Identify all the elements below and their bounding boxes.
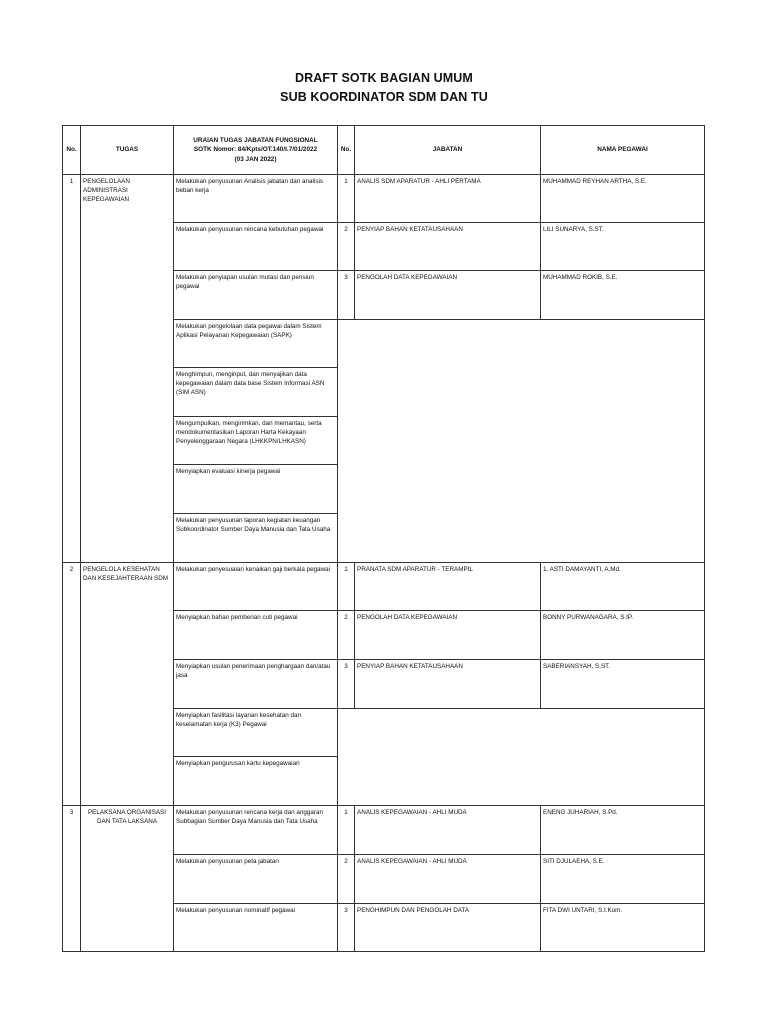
jabatan-no: 3: [338, 271, 355, 320]
uraian-cell: Menyiapkan evaluasi kinerja pegawai: [174, 465, 338, 514]
jabatan-cell: PENYIAP BAHAN KETATAUSAHAAN: [355, 660, 541, 709]
jabatan-cell: ANALIS KEPEGAWAIAN - AHLI MUDA: [355, 855, 541, 904]
header-no2: No.: [338, 126, 355, 175]
uraian-cell: Melakukan penyusunan Analisis jabatan dan analisis beban kerja: [174, 175, 338, 223]
nama-pegawai-cell: MUHAMMAD ROKIB, S.E.: [541, 271, 705, 320]
sotk-table: [62, 125, 705, 952]
table-row: [63, 563, 705, 611]
jabatan-cell: ANALIS SDM APARATUR - AHLI PERTAMA: [355, 175, 541, 223]
header-uraian-line3: (03 JAN 2022): [234, 155, 277, 163]
empty-jabatan-block: [338, 709, 705, 806]
header-uraian: [174, 126, 338, 175]
table-row: [63, 806, 705, 855]
nama-pegawai-cell: 1. ASTI DAMAYANTI, A.Md.: [541, 563, 705, 611]
uraian-cell: Menyiapkan pengurusan kartu kepegawaian: [174, 757, 338, 806]
jabatan-no: 1: [338, 806, 355, 855]
jabatan-cell: ANALIS KEPEGAWAIAN - AHLI MUDA: [355, 806, 541, 855]
document-title: DRAFT SOTK BAGIAN UMUM: [295, 71, 473, 85]
nama-pegawai-cell: SITI DJULAEHA, S.E.: [541, 855, 705, 904]
jabatan-no: 3: [338, 904, 355, 952]
jabatan-no: 2: [338, 611, 355, 660]
group-no: 3: [63, 806, 81, 952]
nama-pegawai-cell: SABERIANSYAH, S.ST.: [541, 660, 705, 709]
uraian-cell: Melakukan penyusunan rencana kerja dan anggaran Subbagian Sumber Daya Manusia dan Tata Usaha: [174, 806, 338, 855]
uraian-cell: Menghimpun, menginput, dan menyajikan data kepegawaian dalam data base Sistem Informasi ASN (SIM ASN): [174, 368, 338, 417]
jabatan-no: 3: [338, 660, 355, 709]
empty-jabatan-block: [338, 320, 705, 563]
nama-pegawai-cell: LILI SUNARYA, S.ST.: [541, 223, 705, 271]
nama-pegawai-cell: FITA DWI UNTARI, S.I.Kom.: [541, 904, 705, 952]
group-tugas: PELAKSANA ORGANISASI DAN TATA LAKSANA: [81, 806, 174, 952]
uraian-cell: Menyiapkan fasilitasi layanan kesehatan dan keselamatan kerja (K3) Pegawai: [174, 709, 338, 757]
jabatan-cell: PENGOLAH DATA KEPEGAWAIAN: [355, 611, 541, 660]
header-uraian-line1: URAIAN TUGAS JABATAN FUNGSIONAL: [193, 137, 318, 145]
uraian-cell: Menyiapkan bahan pemberian cuti pegawai: [174, 611, 338, 660]
jabatan-no: 2: [338, 223, 355, 271]
group-no: 1: [63, 175, 81, 563]
jabatan-no: 1: [338, 175, 355, 223]
group-no: 2: [63, 563, 81, 806]
jabatan-cell: PENGHIMPUN DAN PENGOLAH DATA: [355, 904, 541, 952]
jabatan-cell: PRANATA SDM APARATUR - TERAMPIL: [355, 563, 541, 611]
uraian-cell: Mengumpulkan, mengirimkan, dan memantau, serta mendokumentasikan Laporan Harta Kekayaan Penyelenggaraan Negara (LHKKPN/LHKASN): [174, 417, 338, 465]
jabatan-cell: PENGOLAH DATA KEPEGAWAIAN: [355, 271, 541, 320]
header-tugas: TUGAS: [81, 126, 174, 175]
jabatan-cell: PENYIAP BAHAN KETATAUSAHAAN: [355, 223, 541, 271]
nama-pegawai-cell: MUHAMMAD REYHAN ARTHA, S.E.: [541, 175, 705, 223]
group-tugas: PENGELOLA KESEHATAN DAN KESEJAHTERAAN SDM: [81, 563, 174, 806]
uraian-cell: Melakukan penyusunan peta jabatan: [174, 855, 338, 904]
uraian-cell: Melakukan penyusunan laporan kegiatan keuangan Subkoordinator Sumber Daya Manusia dan Tata Usaha: [174, 514, 338, 563]
table-row: [63, 175, 705, 223]
jabatan-no: 1: [338, 563, 355, 611]
uraian-cell: Melakukan penyusunan rencana kebutuhan pegawai: [174, 223, 338, 271]
header-nama: NAMA PEGAWAI: [541, 126, 705, 175]
uraian-cell: Melakukan penyesuaian kenaikan gaji berkala pegawai: [174, 563, 338, 611]
uraian-cell: Melakukan penyiapan usulan mutasi dan pensiun pegawai: [174, 271, 338, 320]
jabatan-no: 2: [338, 855, 355, 904]
document-subtitle: SUB KOORDINATOR SDM DAN TU: [280, 90, 488, 104]
header-no: No.: [63, 126, 81, 175]
header-jabatan: JABATAN: [355, 126, 541, 175]
nama-pegawai-cell: ENENG JUHARIAH, S.Pd.: [541, 806, 705, 855]
uraian-cell: Melakukan penyusunan nominatif pegawai: [174, 904, 338, 952]
uraian-cell: Menyiapkan usulan penerimaan penghargaan dan/atau jasa: [174, 660, 338, 709]
uraian-cell: Melakukan pengelolaan data pegawai dalam Sistem Aplikasi Pelayanan Kepegawaian (SAPK): [174, 320, 338, 368]
nama-pegawai-cell: BONNY PURWANAGARA, S.IP.: [541, 611, 705, 660]
header-uraian-line2: SOTK Nomor: 84/Kpts/OT.140/I.7/01/2022: [193, 146, 318, 154]
group-tugas: PENGELOLAAN ADMINISTRASI KEPEGAWAIAN: [81, 175, 174, 563]
